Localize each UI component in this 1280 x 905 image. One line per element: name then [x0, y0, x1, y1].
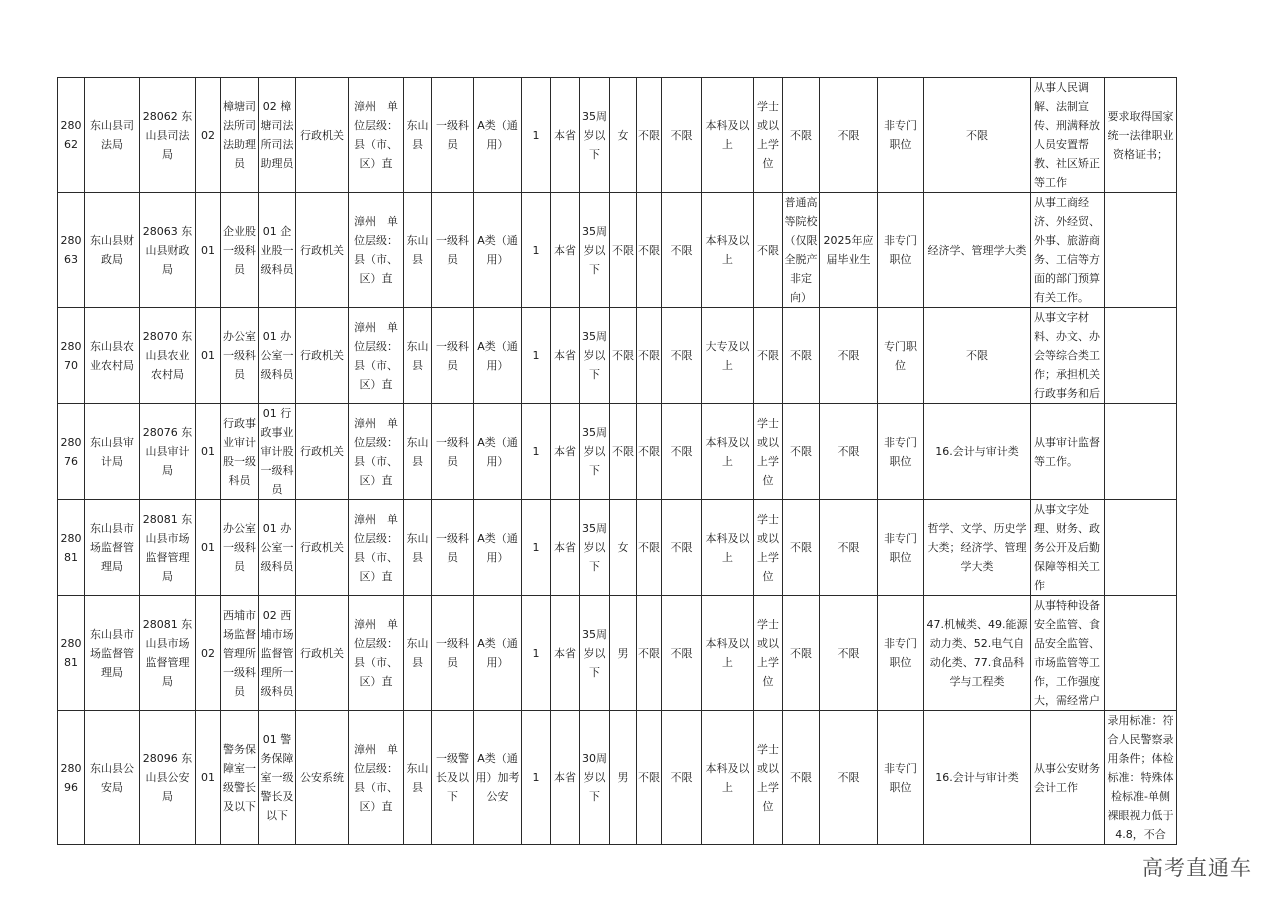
cell-position-name: 樟塘司法所司法助理员 — [221, 78, 259, 193]
cell-student-type: 不限 — [820, 711, 878, 845]
cell-hire-count: 1 — [522, 711, 551, 845]
cell-location: 东山县 — [404, 308, 432, 404]
cell-rank: 一级科员 — [432, 500, 474, 596]
cell-position-name: 行政事业审计股一级科员 — [221, 404, 259, 500]
cell-org-type: 行政机关 — [296, 78, 349, 193]
cell-unit-code-name: 28096 东山县公安局 — [140, 711, 196, 845]
cell-unit-level: 漳州 单位层级：县（市、区）直 — [349, 193, 404, 308]
cell-degree: 学士或以上学位 — [754, 596, 783, 711]
cell-exam-category: A类（通用） — [474, 596, 522, 711]
cell-major: 16.会计与审计类 — [924, 404, 1031, 500]
cell-age: 30周岁以下 — [580, 711, 610, 845]
cell-position-code-name: 01 企业股一级科员 — [259, 193, 296, 308]
cell-remarks — [1105, 500, 1177, 596]
cell-degree: 不限 — [754, 193, 783, 308]
cell-exam-category: A类（通用） — [474, 404, 522, 500]
cell-degree: 学士或以上学位 — [754, 404, 783, 500]
cell-org-type: 行政机关 — [296, 308, 349, 404]
cell-gender: 男 — [610, 596, 637, 711]
table-row — [58, 308, 1177, 404]
cell-student-type: 2025年应届毕业生 — [820, 193, 878, 308]
cell-school-type: 不限 — [783, 308, 820, 404]
cell-unit-code-name: 28062 东山县司法局 — [140, 78, 196, 193]
cell-major: 47.机械类、49.能源动力类、52.电气自动化类、77.食品科学与工程类 — [924, 596, 1031, 711]
cell-unit-name: 东山县审计局 — [85, 404, 140, 500]
cell-political-status: 不限 — [637, 308, 662, 404]
cell-gender: 不限 — [610, 404, 637, 500]
cell-unit-level: 漳州 单位层级：县（市、区）直 — [349, 404, 404, 500]
cell-unit-level: 漳州 单位层级：县（市、区）直 — [349, 711, 404, 845]
cell-remarks — [1105, 404, 1177, 500]
cell-age: 35周岁以下 — [580, 500, 610, 596]
cell-major: 不限 — [924, 308, 1031, 404]
cell-org-type: 行政机关 — [296, 404, 349, 500]
cell-rank: 一级科员 — [432, 78, 474, 193]
cell-age: 35周岁以下 — [580, 404, 610, 500]
cell-position-code: 28076 — [58, 404, 85, 500]
cell-org-type: 公安系统 — [296, 711, 349, 845]
cell-remarks: 录用标准：符合人民警察录用条件；体检标准：特殊体检标准-单侧裸眼视力低于4.8，不合 — [1105, 711, 1177, 845]
cell-education: 大专及以上 — [702, 308, 754, 404]
cell-location: 东山县 — [404, 193, 432, 308]
cell-remarks — [1105, 596, 1177, 711]
cell-job-duty: 从事特种设备安全监管、食品安全监管、市场监管等工作，工作强度大，需经常户 — [1031, 596, 1105, 711]
cell-remarks — [1105, 193, 1177, 308]
cell-major: 不限 — [924, 78, 1031, 193]
cell-hire-count: 1 — [522, 308, 551, 404]
cell-age: 35周岁以下 — [580, 308, 610, 404]
cell-work-experience: 不限 — [662, 500, 702, 596]
cell-post-type: 非专门职位 — [878, 500, 924, 596]
cell-household: 本省 — [551, 78, 580, 193]
cell-job-duty: 从事公安财务会计工作 — [1031, 711, 1105, 845]
cell-unit-code-name: 28081 东山县市场监督管理局 — [140, 596, 196, 711]
cell-school-type: 普通高等院校（仅限全脱产非定向） — [783, 193, 820, 308]
table-row — [58, 404, 1177, 500]
cell-education: 本科及以上 — [702, 500, 754, 596]
cell-exam-category: A类（通用） — [474, 308, 522, 404]
cell-gender: 不限 — [610, 193, 637, 308]
cell-work-experience: 不限 — [662, 193, 702, 308]
cell-work-experience: 不限 — [662, 596, 702, 711]
cell-position-code: 28081 — [58, 596, 85, 711]
cell-work-experience: 不限 — [662, 711, 702, 845]
cell-position-name: 警务保障室一级警长及以下 — [221, 711, 259, 845]
cell-org-type: 行政机关 — [296, 193, 349, 308]
cell-remarks — [1105, 308, 1177, 404]
cell-education: 本科及以上 — [702, 711, 754, 845]
cell-position-name: 西埔市场监督管理所一级科员 — [221, 596, 259, 711]
cell-student-type: 不限 — [820, 500, 878, 596]
cell-position-code: 28062 — [58, 78, 85, 193]
cell-location: 东山县 — [404, 404, 432, 500]
cell-household: 本省 — [551, 711, 580, 845]
cell-degree: 学士或以上学位 — [754, 500, 783, 596]
position-table — [57, 77, 1177, 845]
cell-education: 本科及以上 — [702, 78, 754, 193]
cell-political-status: 不限 — [637, 78, 662, 193]
cell-post-type: 非专门职位 — [878, 596, 924, 711]
cell-exam-category: A类（通用） — [474, 500, 522, 596]
cell-job-duty: 从事文字处理、财务、政务公开及后勤保障等相关工作 — [1031, 500, 1105, 596]
cell-job-duty: 从事审计监督等工作。 — [1031, 404, 1105, 500]
cell-gender: 不限 — [610, 308, 637, 404]
cell-major: 哲学、文学、历史学大类；经济学、管理学大类 — [924, 500, 1031, 596]
cell-unit-level: 漳州 单位层级：县（市、区）直 — [349, 596, 404, 711]
cell-exam-category: A类（通用） — [474, 78, 522, 193]
table-row — [58, 596, 1177, 711]
cell-position-code: 28070 — [58, 308, 85, 404]
cell-position-code-name: 01 办公室一级科员 — [259, 308, 296, 404]
cell-age: 35周岁以下 — [580, 193, 610, 308]
cell-education: 本科及以上 — [702, 193, 754, 308]
cell-rank: 一级科员 — [432, 193, 474, 308]
cell-exam-category: A类（通用）加考公安 — [474, 711, 522, 845]
cell-gender: 男 — [610, 711, 637, 845]
cell-unit-level: 漳州 单位层级：县（市、区）直 — [349, 500, 404, 596]
cell-unit-code-name: 28076 东山县审计局 — [140, 404, 196, 500]
cell-school-type: 不限 — [783, 596, 820, 711]
cell-position-name: 办公室一级科员 — [221, 500, 259, 596]
cell-job-duty: 从事工商经济、外经贸、外事、旅游商务、工信等方面的部门预算有关工作。 — [1031, 193, 1105, 308]
cell-post-type: 非专门职位 — [878, 193, 924, 308]
cell-work-experience: 不限 — [662, 308, 702, 404]
cell-student-type: 不限 — [820, 404, 878, 500]
cell-position-name: 企业股一级科员 — [221, 193, 259, 308]
cell-household: 本省 — [551, 500, 580, 596]
cell-post-type: 非专门职位 — [878, 404, 924, 500]
cell-school-type: 不限 — [783, 404, 820, 500]
cell-position-no: 02 — [196, 596, 221, 711]
cell-position-name: 办公室一级科员 — [221, 308, 259, 404]
cell-political-status: 不限 — [637, 193, 662, 308]
cell-post-type: 非专门职位 — [878, 711, 924, 845]
cell-household: 本省 — [551, 404, 580, 500]
cell-political-status: 不限 — [637, 404, 662, 500]
cell-position-code: 28081 — [58, 500, 85, 596]
cell-major: 经济学、管理学大类 — [924, 193, 1031, 308]
cell-org-type: 行政机关 — [296, 596, 349, 711]
cell-age: 35周岁以下 — [580, 596, 610, 711]
cell-rank: 一级科员 — [432, 404, 474, 500]
cell-rank: 一级科员 — [432, 308, 474, 404]
cell-political-status: 不限 — [637, 596, 662, 711]
cell-major: 16.会计与审计类 — [924, 711, 1031, 845]
cell-unit-code-name: 28081 东山县市场监督管理局 — [140, 500, 196, 596]
cell-position-code-name: 02 西埔市场监督管理所一级科员 — [259, 596, 296, 711]
cell-student-type: 不限 — [820, 78, 878, 193]
cell-location: 东山县 — [404, 596, 432, 711]
cell-degree: 不限 — [754, 308, 783, 404]
cell-remarks: 要求取得国家统一法律职业资格证书； — [1105, 78, 1177, 193]
cell-degree: 学士或以上学位 — [754, 78, 783, 193]
cell-unit-level: 漳州 单位层级：县（市、区）直 — [349, 78, 404, 193]
watermark: 高考直通车 — [1142, 856, 1252, 880]
table-row — [58, 78, 1177, 193]
cell-unit-name: 东山县农业农村局 — [85, 308, 140, 404]
cell-rank: 一级科员 — [432, 596, 474, 711]
cell-position-no: 01 — [196, 193, 221, 308]
cell-student-type: 不限 — [820, 596, 878, 711]
cell-position-no: 01 — [196, 308, 221, 404]
cell-student-type: 不限 — [820, 308, 878, 404]
cell-position-no: 01 — [196, 500, 221, 596]
cell-age: 35周岁以下 — [580, 78, 610, 193]
cell-position-code-name: 01 警务保障室一级警长及以下 — [259, 711, 296, 845]
cell-degree: 学士或以上学位 — [754, 711, 783, 845]
cell-unit-level: 漳州 单位层级：县（市、区）直 — [349, 308, 404, 404]
cell-work-experience: 不限 — [662, 78, 702, 193]
cell-school-type: 不限 — [783, 78, 820, 193]
cell-position-code: 28063 — [58, 193, 85, 308]
cell-post-type: 专门职位 — [878, 308, 924, 404]
cell-unit-name: 东山县财政局 — [85, 193, 140, 308]
cell-hire-count: 1 — [522, 193, 551, 308]
cell-position-code-name: 01 行政事业审计股一级科员 — [259, 404, 296, 500]
table-row — [58, 193, 1177, 308]
cell-org-type: 行政机关 — [296, 500, 349, 596]
table-row — [58, 711, 1177, 845]
cell-hire-count: 1 — [522, 404, 551, 500]
cell-unit-name: 东山县公安局 — [85, 711, 140, 845]
cell-hire-count: 1 — [522, 596, 551, 711]
cell-position-code-name: 02 樟塘司法所司法助理员 — [259, 78, 296, 193]
cell-household: 本省 — [551, 308, 580, 404]
cell-school-type: 不限 — [783, 711, 820, 845]
cell-unit-code-name: 28063 东山县财政局 — [140, 193, 196, 308]
cell-work-experience: 不限 — [662, 404, 702, 500]
cell-gender: 女 — [610, 78, 637, 193]
cell-position-no: 01 — [196, 404, 221, 500]
table-row — [58, 500, 1177, 596]
cell-position-code: 28096 — [58, 711, 85, 845]
cell-position-code-name: 01 办公室一级科员 — [259, 500, 296, 596]
cell-job-duty: 从事人民调解、法制宣传、刑满释放人员安置帮教、社区矫正等工作 — [1031, 78, 1105, 193]
cell-exam-category: A类（通用） — [474, 193, 522, 308]
cell-location: 东山县 — [404, 500, 432, 596]
cell-position-no: 01 — [196, 711, 221, 845]
cell-political-status: 不限 — [637, 500, 662, 596]
cell-unit-code-name: 28070 东山县农业农村局 — [140, 308, 196, 404]
cell-hire-count: 1 — [522, 78, 551, 193]
cell-position-no: 02 — [196, 78, 221, 193]
cell-education: 本科及以上 — [702, 596, 754, 711]
cell-unit-name: 东山县市场监督管理局 — [85, 500, 140, 596]
cell-household: 本省 — [551, 193, 580, 308]
cell-household: 本省 — [551, 596, 580, 711]
cell-rank: 一级警长及以下 — [432, 711, 474, 845]
cell-education: 本科及以上 — [702, 404, 754, 500]
cell-location: 东山县 — [404, 78, 432, 193]
cell-post-type: 非专门职位 — [878, 78, 924, 193]
cell-unit-name: 东山县司法局 — [85, 78, 140, 193]
cell-school-type: 不限 — [783, 500, 820, 596]
cell-gender: 女 — [610, 500, 637, 596]
cell-hire-count: 1 — [522, 500, 551, 596]
cell-unit-name: 东山县市场监督管理局 — [85, 596, 140, 711]
cell-location: 东山县 — [404, 711, 432, 845]
cell-political-status: 不限 — [637, 711, 662, 845]
cell-job-duty: 从事文字材料、办文、办会等综合类工作；承担机关行政事务和后 — [1031, 308, 1105, 404]
